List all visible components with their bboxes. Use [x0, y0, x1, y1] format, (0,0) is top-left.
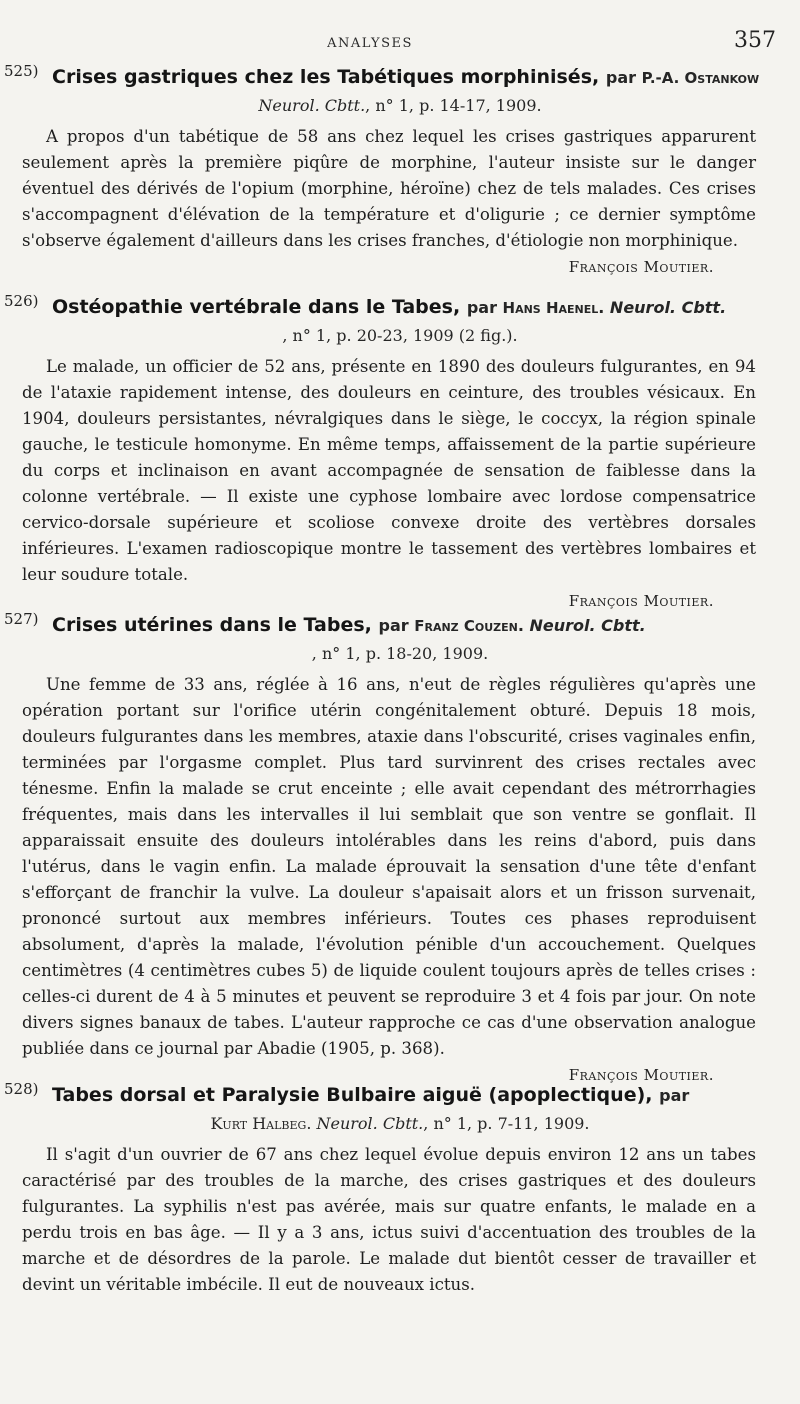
abstract-body: A propos d'un tabétique de 58 ans chez lequel les crises gastriques apparurent seulement après la première piqûre de morphine, l'auteur insiste sur le danger éventuel des dérivés de l'opium (morphine, héroïne) chez de tels malades. Ces crises s'accompagnent d'élévation de la température et d'oligurie ; ce dernier symptôme s'observe également d'ailleurs dans les crises franches, d'étiologie non morphinique.: [22, 127, 756, 250]
journal-name: Neurol. Cbtt.: [258, 96, 366, 115]
abstract-body: Le malade, un officier de 52 ans, présente en 1890 des douleurs fulgurantes, en 94 de l'ataxie rapidement intense, des douleurs en ceinture, des troubles vésicaux. En 1904, douleurs persistantes, névralgiques dans le siège, le coccyx, la région spinale gauche, le testicule homonyme. En même temps, affaissement de la partie supérieure du corps et inclinaison en avant accompagnée de sensation de faiblesse dans la colonne vertébrale. — Il existe une cyphose lombaire avec lordose compensatrice cervico-dorsale supérieure et scoliose convexe droite des vertèbres dorsales inférieures. L'examen radioscopique montre le tassement des vertèbres lombaires et leur soudure totale.: [22, 357, 756, 584]
author: Franz Couzen: [414, 617, 518, 635]
abstract-entry-526: [0, 292, 800, 614]
abstract-body: Une femme de 33 ans, réglée à 16 ans, n'eut de règles régulières qu'après une opération portant sur l'orifice utérin congénitalement obturé. Depuis 18 mois, douleurs fulgurantes dans les membres, ataxie dans l'obscurité, crises vaginales enfin, terminées par l'orgasme complet. Plus tard survinrent des crises rectales avec ténesme. Enfin la malade se crut enceinte ; elle avait cependant des métrorrhagies fréquentes, mais dans les intervalles il lui semblait que son ventre se gonflait. Il apparaissait ensuite des douleurs intolérables dans les reins d'abord, puis dans l'utérus, dans le vagin enfin. La malade éprouvait la sensation d'une tête d'enfant s'efforçant de franchir la vulve. La douleur s'apaisait alors et un frisson survenait, prononcé surtout aux membres inférieurs. Toutes ces phases reproduisent absolument, d'après la malade, l'évolution pénible d'un accouchement. Quelques centimètres (4 centimètres cubes 5) de liquide coulent toujours après de telles crises : celles-ci durent de 4 à 5 minutes et peuvent se reproduire 3 et 4 fois par jour. On note divers signes banaux de tabes. L'auteur rapproche ce cas d'une observation analogue publiée dans ce journal par Abadie (1905, p. 368).: [22, 675, 756, 1058]
citation: , n° 1, p. 7-11, 1909.: [423, 1114, 590, 1133]
byline: par Franz Couzen. Neurol. Cbtt.: [378, 616, 646, 635]
author: Kurt Halbeg: [210, 1114, 307, 1133]
entry-title: Crises utérines dans le Tabes, par Franz Couzen. Neurol. Cbtt.: [52, 614, 646, 636]
running-title: ANALYSES: [327, 36, 413, 51]
signature: François Moutier.: [568, 1066, 714, 1084]
citation-line: Kurt Halbeg. Neurol. Cbtt., n° 1, p. 7-11, 1909.: [210, 1114, 590, 1133]
byline: par: [659, 1086, 690, 1105]
entry-title: Ostéopathie vertébrale dans le Tabes, par Hans Haenel. Neurol. Cbtt.: [52, 296, 727, 318]
entry-number: 525): [4, 62, 39, 80]
citation: , n° 1, p. 20-23, 1909 (2 fig.).: [282, 326, 518, 345]
citation-line: [0, 96, 800, 118]
entry-number: 527): [4, 610, 39, 628]
abstract-entry-527: [0, 610, 800, 1088]
citation: , n° 1, p. 18-20, 1909.: [311, 644, 489, 663]
abstract-entry-525: [0, 62, 800, 280]
signature: François Moutier.: [568, 258, 714, 276]
signature: François Moutier.: [568, 592, 714, 610]
abstract-body: Il s'agit d'un ouvrier de 67 ans chez lequel évolue depuis environ 12 ans un tabes caractérisé par des troubles de la marche, des crises gastriques et des douleurs fulgurantes. La syphilis n'est pas avérée, mais sur quatre enfants, le malade en a perdu trois en bas âge. — Il y a 3 ans, ictus suivi d'accentuation des troubles de la marche et de désordres de la parole. Le malade dut bientôt cesser de travailler et devint un véritable imbécile. Il eut de nouveaux ictus.: [22, 1145, 756, 1294]
entry-number: 528): [4, 1080, 39, 1098]
entry-title: Crises gastriques chez les Tabétiques morphinisés, par P.-A. Ostankow: [52, 66, 760, 88]
page-number: 357: [734, 28, 776, 53]
entry-title: Tabes dorsal et Paralysie Bulbaire aiguë (apoplectique), par: [52, 1084, 690, 1106]
citation-line: [0, 644, 800, 666]
citation-line: [0, 326, 800, 348]
author: Hans Haenel: [502, 299, 599, 317]
byline: par Hans Haenel. Neurol. Cbtt.: [466, 298, 727, 317]
byline: par P.-A. Ostankow: [605, 68, 760, 87]
citation: , n° 1, p. 14-17, 1909.: [365, 96, 542, 115]
journal-name: Neurol. Cbtt.: [529, 616, 646, 635]
entry-number: 526): [4, 292, 39, 310]
journal-name: Neurol. Cbtt.: [609, 298, 727, 317]
journal-name: Neurol. Cbtt.: [316, 1114, 424, 1133]
running-head: [0, 26, 800, 58]
author: P.-A. Ostankow: [641, 69, 760, 87]
abstract-entry-528: [0, 1080, 800, 1298]
